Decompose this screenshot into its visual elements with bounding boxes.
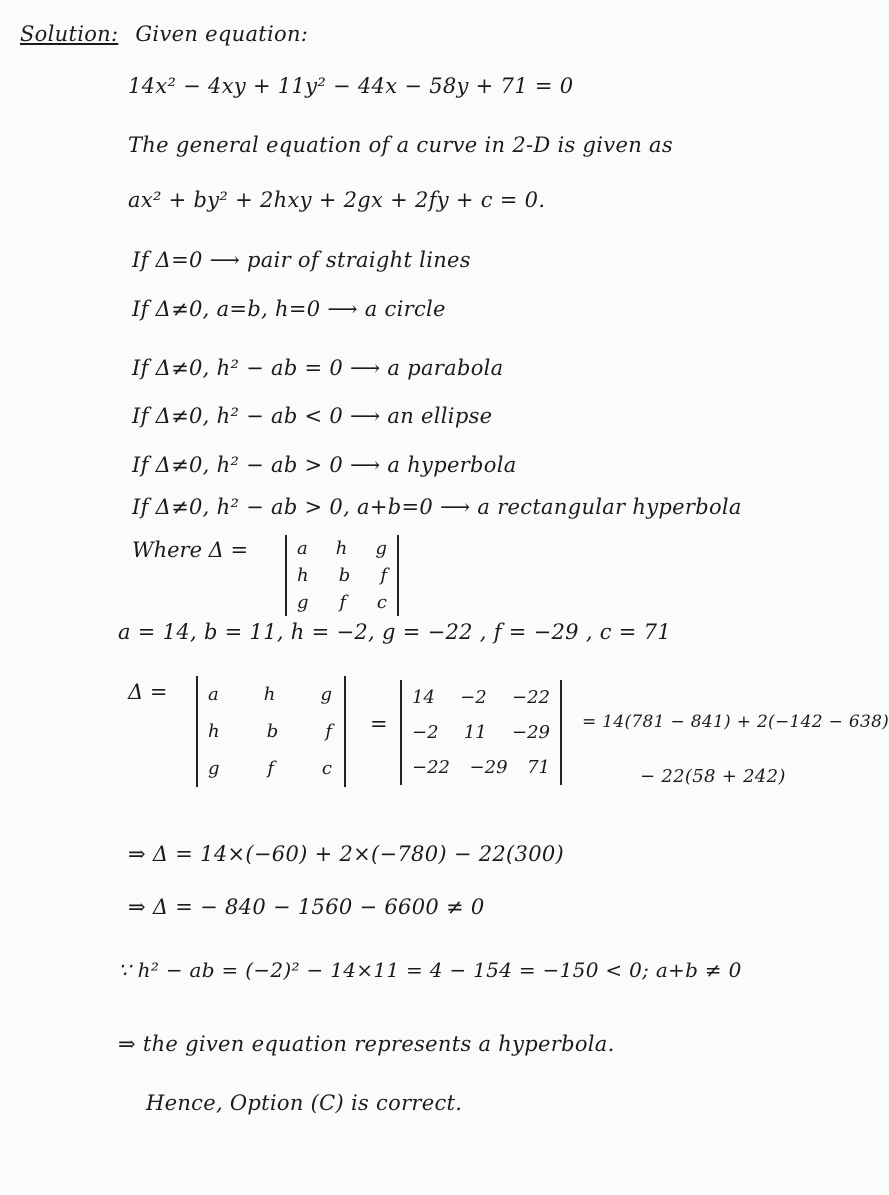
matrix-cell: −29: [469, 757, 508, 778]
matrix-cell: a: [208, 684, 219, 705]
matrix-cell: a: [297, 538, 308, 559]
matrix-cell: g: [297, 592, 309, 613]
where-label: Where Δ =: [132, 538, 249, 562]
given-label: Given equation:: [135, 22, 309, 46]
step-2: ⇒ Δ = − 840 − 1560 − 6600 ≠ 0: [128, 895, 485, 919]
expansion-line-2: − 22(58 + 242): [640, 766, 786, 787]
matrix-cell: h: [335, 538, 348, 559]
matrix-row: [297, 589, 387, 616]
rule-ellipse: If Δ≠0, h² − ab < 0 ⟶ an ellipse: [132, 404, 493, 428]
matrix-cell: −2: [412, 722, 439, 743]
symbolic-determinant-2: [196, 676, 342, 787]
delta-label: Δ =: [128, 680, 168, 704]
matrix-cell: g: [320, 684, 332, 705]
matrix-cell: f: [267, 758, 275, 779]
matrix-row: [412, 680, 550, 715]
step-3: ∵ h² − ab = (−2)² − 14×11 = 4 − 154 = −150 < 0; a+b ≠ 0: [118, 958, 742, 982]
matrix-cell: h: [208, 721, 220, 742]
matrix-row: [208, 750, 332, 787]
matrix-row: [208, 676, 332, 713]
matrix-cell: c: [376, 592, 387, 613]
rule-hyperbola: If Δ≠0, h² − ab > 0 ⟶ a hyperbola: [132, 453, 517, 477]
matrix-cell: f: [325, 721, 332, 742]
rule-rectangular-hyperbola: If Δ≠0, h² − ab > 0, a+b=0 ⟶ a rectangular hyperbola: [132, 495, 742, 519]
matrix-cell: f: [380, 565, 387, 586]
matrix-cell: h: [297, 565, 309, 586]
equals-sign: =: [370, 712, 388, 736]
given-equation: 14x² − 4xy + 11y² − 44x − 58y + 71 = 0: [128, 74, 574, 98]
matrix-cell: c: [321, 758, 332, 779]
matrix-cell: 71: [527, 757, 550, 778]
determinant-bar: [344, 676, 346, 787]
general-equation: ax² + by² + 2hxy + 2gx + 2fy + c = 0.: [128, 188, 546, 212]
solution-heading: Solution:: [20, 22, 119, 46]
solution-heading-row: [20, 22, 308, 46]
rule-parabola: If Δ≠0, h² − ab = 0 ⟶ a parabola: [132, 356, 504, 380]
matrix-cell: −22: [412, 757, 450, 778]
step-1: ⇒ Δ = 14×(−60) + 2×(−780) − 22(300): [128, 842, 565, 866]
matrix-cell: h: [263, 684, 276, 705]
expansion-line-1: = 14(781 − 841) + 2(−142 − 638): [582, 712, 889, 732]
matrix-cell: −22: [511, 687, 550, 708]
matrix-cell: −2: [460, 687, 487, 708]
symbolic-determinant: [285, 535, 399, 616]
general-intro: The general equation of a curve in 2-D is given as: [128, 133, 673, 157]
matrix-row: [412, 750, 550, 785]
matrix-row: [297, 535, 387, 562]
matrix-cell: 11: [463, 722, 487, 743]
matrix-cell: −29: [511, 722, 550, 743]
numeric-determinant: [400, 680, 562, 785]
matrix-cell: 14: [412, 687, 435, 708]
rule-straight-lines: If Δ=0 ⟶ pair of straight lines: [132, 248, 471, 272]
matrix-row: [297, 562, 387, 589]
matrix-cell: b: [338, 565, 351, 586]
rule-circle: If Δ≠0, a=b, h=0 ⟶ a circle: [132, 297, 446, 321]
matrix-row: [412, 715, 550, 750]
matrix-cell: f: [339, 592, 347, 613]
conclusion: ⇒ the given equation represents a hyperbola.: [118, 1032, 615, 1056]
matrix-row: [208, 713, 332, 750]
matrix-cell: g: [375, 538, 387, 559]
values-line: a = 14, b = 11, h = −2, g = −22 , f = −29 , c = 71: [118, 620, 672, 644]
matrix-cell: g: [208, 758, 220, 779]
final-answer: Hence, Option (C) is correct.: [146, 1091, 463, 1115]
matrix-cell: b: [266, 721, 279, 742]
